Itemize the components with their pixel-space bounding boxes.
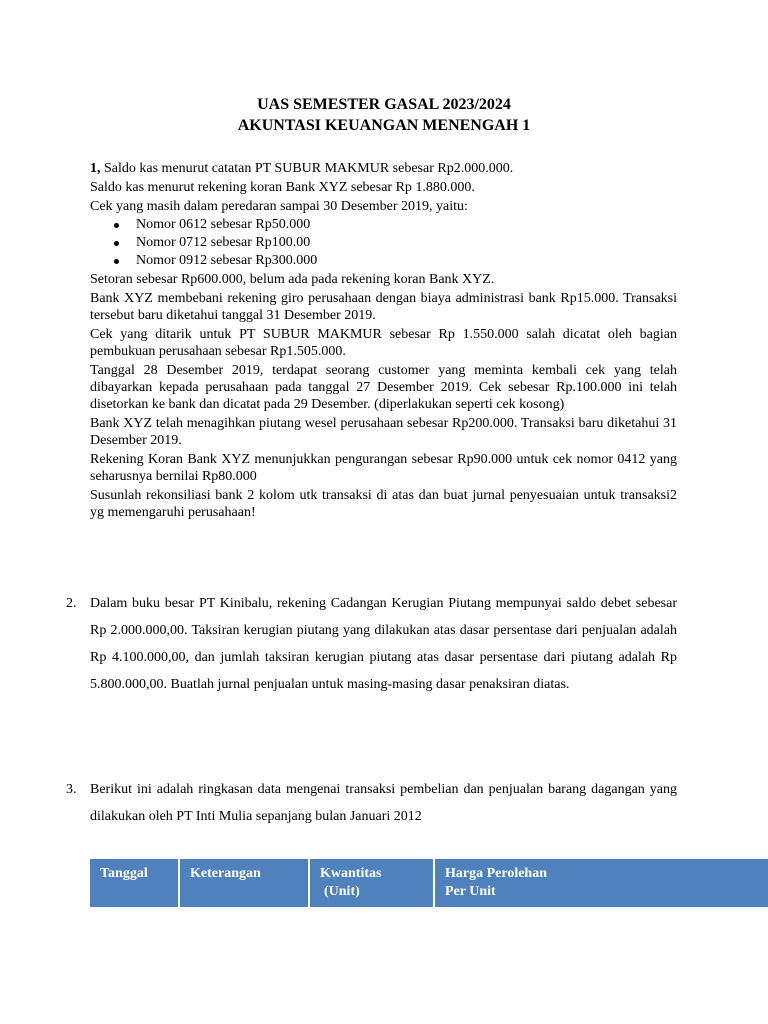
column-header-sublabel: (Unit) [324, 884, 360, 899]
list-item [90, 216, 677, 234]
question-3-number: 3. [66, 782, 77, 797]
question-1-paragraph: Setoran sebesar Rp600.000, belum ada pada rekening koran Bank XYZ. [90, 272, 495, 287]
course-title: AKUNTASI KEUANGAN MENENGAH 1 [237, 117, 531, 134]
question-1-paragraph: Bank XYZ telah menagihkan piutang wesel perusahaan sebesar Rp200.000. Transaksi baru diketahui 31 Desember 2019. [90, 416, 677, 448]
question-2 [66, 590, 677, 698]
question-2-number: 2. [66, 596, 77, 611]
question-1-intro-text: Saldo kas menurut catatan PT SUBUR MAKMUR sebesar Rp2.000.000. [100, 161, 514, 176]
question-1-number: 1, [90, 161, 101, 176]
bullet-icon [114, 223, 119, 228]
question-3 [66, 776, 677, 830]
question-1-intro [90, 160, 677, 177]
transaction-table-header [90, 859, 768, 907]
column-header-sublabel: Per Unit [445, 884, 496, 899]
bullet-icon [114, 241, 119, 246]
list-item-text: Nomor 0712 sebesar Rp100.00 [136, 235, 311, 250]
bullet-icon [114, 259, 119, 264]
list-item [90, 252, 677, 270]
question-1-paragraph: Susunlah rekonsiliasi bank 2 kolom utk transaksi di atas dan buat jurnal penyesuaian untuk transaksi2 yg memengaruhi perusahaan! [90, 488, 677, 520]
list-item-text: Nomor 0612 sebesar Rp50.000 [136, 217, 311, 232]
column-header-kwantitas [310, 859, 435, 907]
question-1-paragraph: Bank XYZ membebani rekening giro perusahaan dengan biaya administrasi bank Rp15.000. Transaksi tersebut baru diketahui tanggal 31 Desember 2019. [90, 291, 677, 323]
question-1-paragraph: Saldo kas menurut rekening koran Bank XYZ sebesar Rp 1.880.000. [90, 180, 475, 195]
question-1-paragraph: Tanggal 28 Desember 2019, terdapat seorang customer yang meminta kembali cek yang telah dibayarkan kepada perusahaan pada tanggal 27 Desember 2019. Cek sebesar Rp.100.000 ini telah disetorkan ke bank dan dicatat pada 29 Desember. (diperlakukan seperti cek kosong) [90, 363, 677, 412]
question-1-paragraph: Rekening Koran Bank XYZ menunjukkan pengurangan sebesar Rp90.000 untuk cek nomor 0412 yang seharusnya bernilai Rp80.000 [90, 452, 677, 484]
column-header-label: Harga Perolehan [445, 866, 548, 881]
column-header-keterangan [180, 859, 310, 907]
column-header-label: Tanggal [100, 866, 148, 881]
question-3-text: Berikut ini adalah ringkasan data mengenai transaksi pembelian dan penjualan barang dagangan yang dilakukan oleh PT Inti Mulia sepanjang bulan Januari 2012 [90, 782, 677, 824]
question-1-paragraph: Cek yang masih dalam peredaran sampai 30 Desember 2019, yaitu: [90, 199, 468, 214]
question-1-paragraph: Cek yang ditarik untuk PT SUBUR MAKMUR sebesar Rp 1.550.000 salah dicatat oleh bagian pembukuan perusahaan sebesar Rp1.505.000. [90, 327, 677, 359]
question-2-text: Dalam buku besar PT Kinibalu, rekening Cadangan Kerugian Piutang mempunyai saldo debet sebesar Rp 2.000.000,00. Taksiran kerugian piutang yang dilakukan atas dasar persentase dari penjualan adalah Rp 4.100.000,00, dan jumlah taksiran kerugian piutang atas dasar persentase dari piutang adalah Rp 5.800.000,00. Buatlah jurnal penjualan untuk masing-masing dasar penaksiran diatas. [90, 596, 677, 692]
check-list [90, 216, 677, 270]
list-item-text: Nomor 0912 sebesar Rp300.000 [136, 253, 318, 268]
exam-title: UAS SEMESTER GASAL 2023/2024 [257, 96, 511, 113]
column-header-label: Kwantitas [320, 866, 382, 881]
column-header-harga [435, 859, 768, 907]
column-header-tanggal [90, 859, 180, 907]
column-header-label: Keterangan [190, 866, 261, 881]
list-item [90, 234, 677, 252]
question-1 [90, 160, 677, 521]
